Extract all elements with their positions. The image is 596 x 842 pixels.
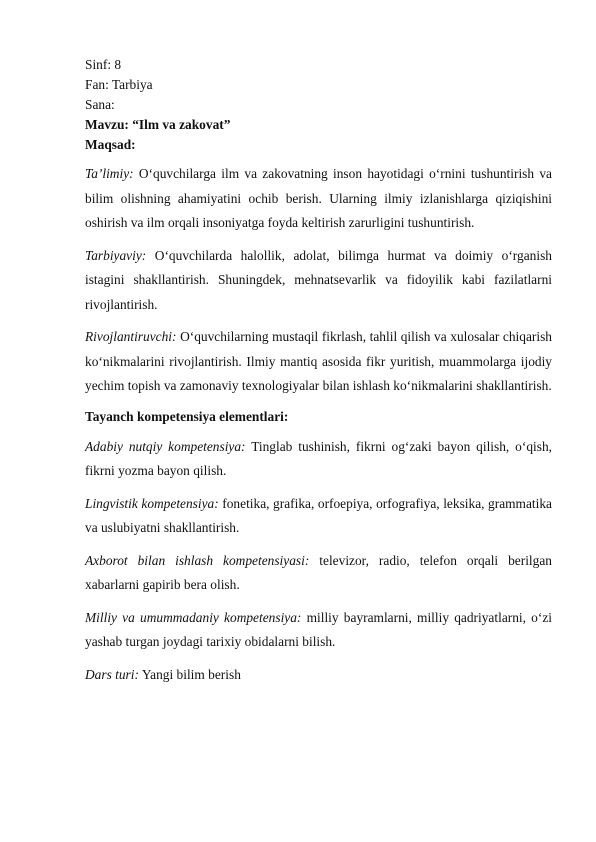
goal-educational-text: O‘quvchilarga ilm va zakovatning inson hayotidagi o‘rnini tushuntirish va bilim olishning ahamiyatini ochib berish. Ularning ilmiy izlanishlarga qiziqishini oshirish va ilm orqali insoniyatga foyda keltirish zarurligini tushuntirish. — [85, 166, 552, 230]
goal-educational — [85, 162, 552, 236]
goal-heading: Maqsad: — [85, 137, 136, 152]
goal-developmental-text: O‘quvchilarning mustaqil fikrlash, tahlil qilish va xulosalar chiqarish ko‘nikmalarini rivojlantirish. Ilmiy mantiq asosida fikr yuritish, muammolarga ijodiy yechim topish va zamonaviy texnologiyalar bilan ishlash ko‘nikmalarini shakllantirish. — [85, 329, 552, 393]
competency-linguistic-label: Lingvistik kompetensiya: — [85, 495, 219, 511]
competency-cultural-text: milliy bayramlarni, milliy qadriyatlarni, o‘zi yashab turgan joydagi tarixiy obidalarni bilish. — [85, 609, 552, 649]
lesson-type — [85, 663, 552, 688]
competency-literary-speech-label: Adabiy nutqiy kompetensiya: — [85, 438, 246, 454]
competency-literary-speech-text: Tinglab tushinish, fikrni og‘zaki bayon qilish, o‘qish, fikrni yozma bayon qilish. — [85, 438, 552, 478]
competency-cultural-label: Milliy va umummadaniy kompetensiya: — [85, 609, 302, 625]
competencies-heading: Tayanch kompetensiya elementlari: — [85, 408, 289, 424]
document-page — [85, 55, 552, 687]
goal-upbringing — [85, 244, 552, 318]
competency-linguistic — [85, 492, 552, 541]
competency-information-text: televizor, radio, telefon orqali berilgan xabarlarni gapirib bera olish. — [85, 552, 552, 592]
topic-line: Mavzu: “Ilm va zakovat” — [85, 117, 231, 132]
competency-information-label: Axborot bilan ishlash kompetensiyasi: — [85, 552, 310, 568]
goal-upbringing-text: O‘quvchilarda halollik, adolat, bilimga hurmat va doimiy o‘rganish istagini shakllantirish. Shuningdek, mehnatsevarlik va fidoyilik kabi fazilatlarni rivojlantirish. — [85, 247, 552, 312]
competency-literary-speech — [85, 435, 552, 484]
competency-information — [85, 549, 552, 598]
grade-line: Sinf: 8 — [85, 57, 122, 72]
competency-linguistic-text: fonetika, grafika, orfoepiya, orfografiya, leksika, grammatika va uslubiyatni shakllantirish. — [85, 495, 552, 535]
competency-cultural — [85, 606, 552, 655]
lesson-type-label: Dars turi: — [85, 666, 139, 682]
subject-line: Fan: Tarbiya — [85, 77, 153, 92]
goal-developmental-label: Rivojlantiruvchi: — [85, 329, 177, 344]
goal-upbringing-label: Tarbiyaviy: — [85, 247, 147, 263]
date-line: Sana: — [85, 97, 115, 112]
lesson-type-text: Yangi bilim berish — [141, 666, 241, 682]
goal-educational-label: Ta’limiy: — [85, 166, 134, 181]
goal-developmental — [85, 325, 552, 399]
